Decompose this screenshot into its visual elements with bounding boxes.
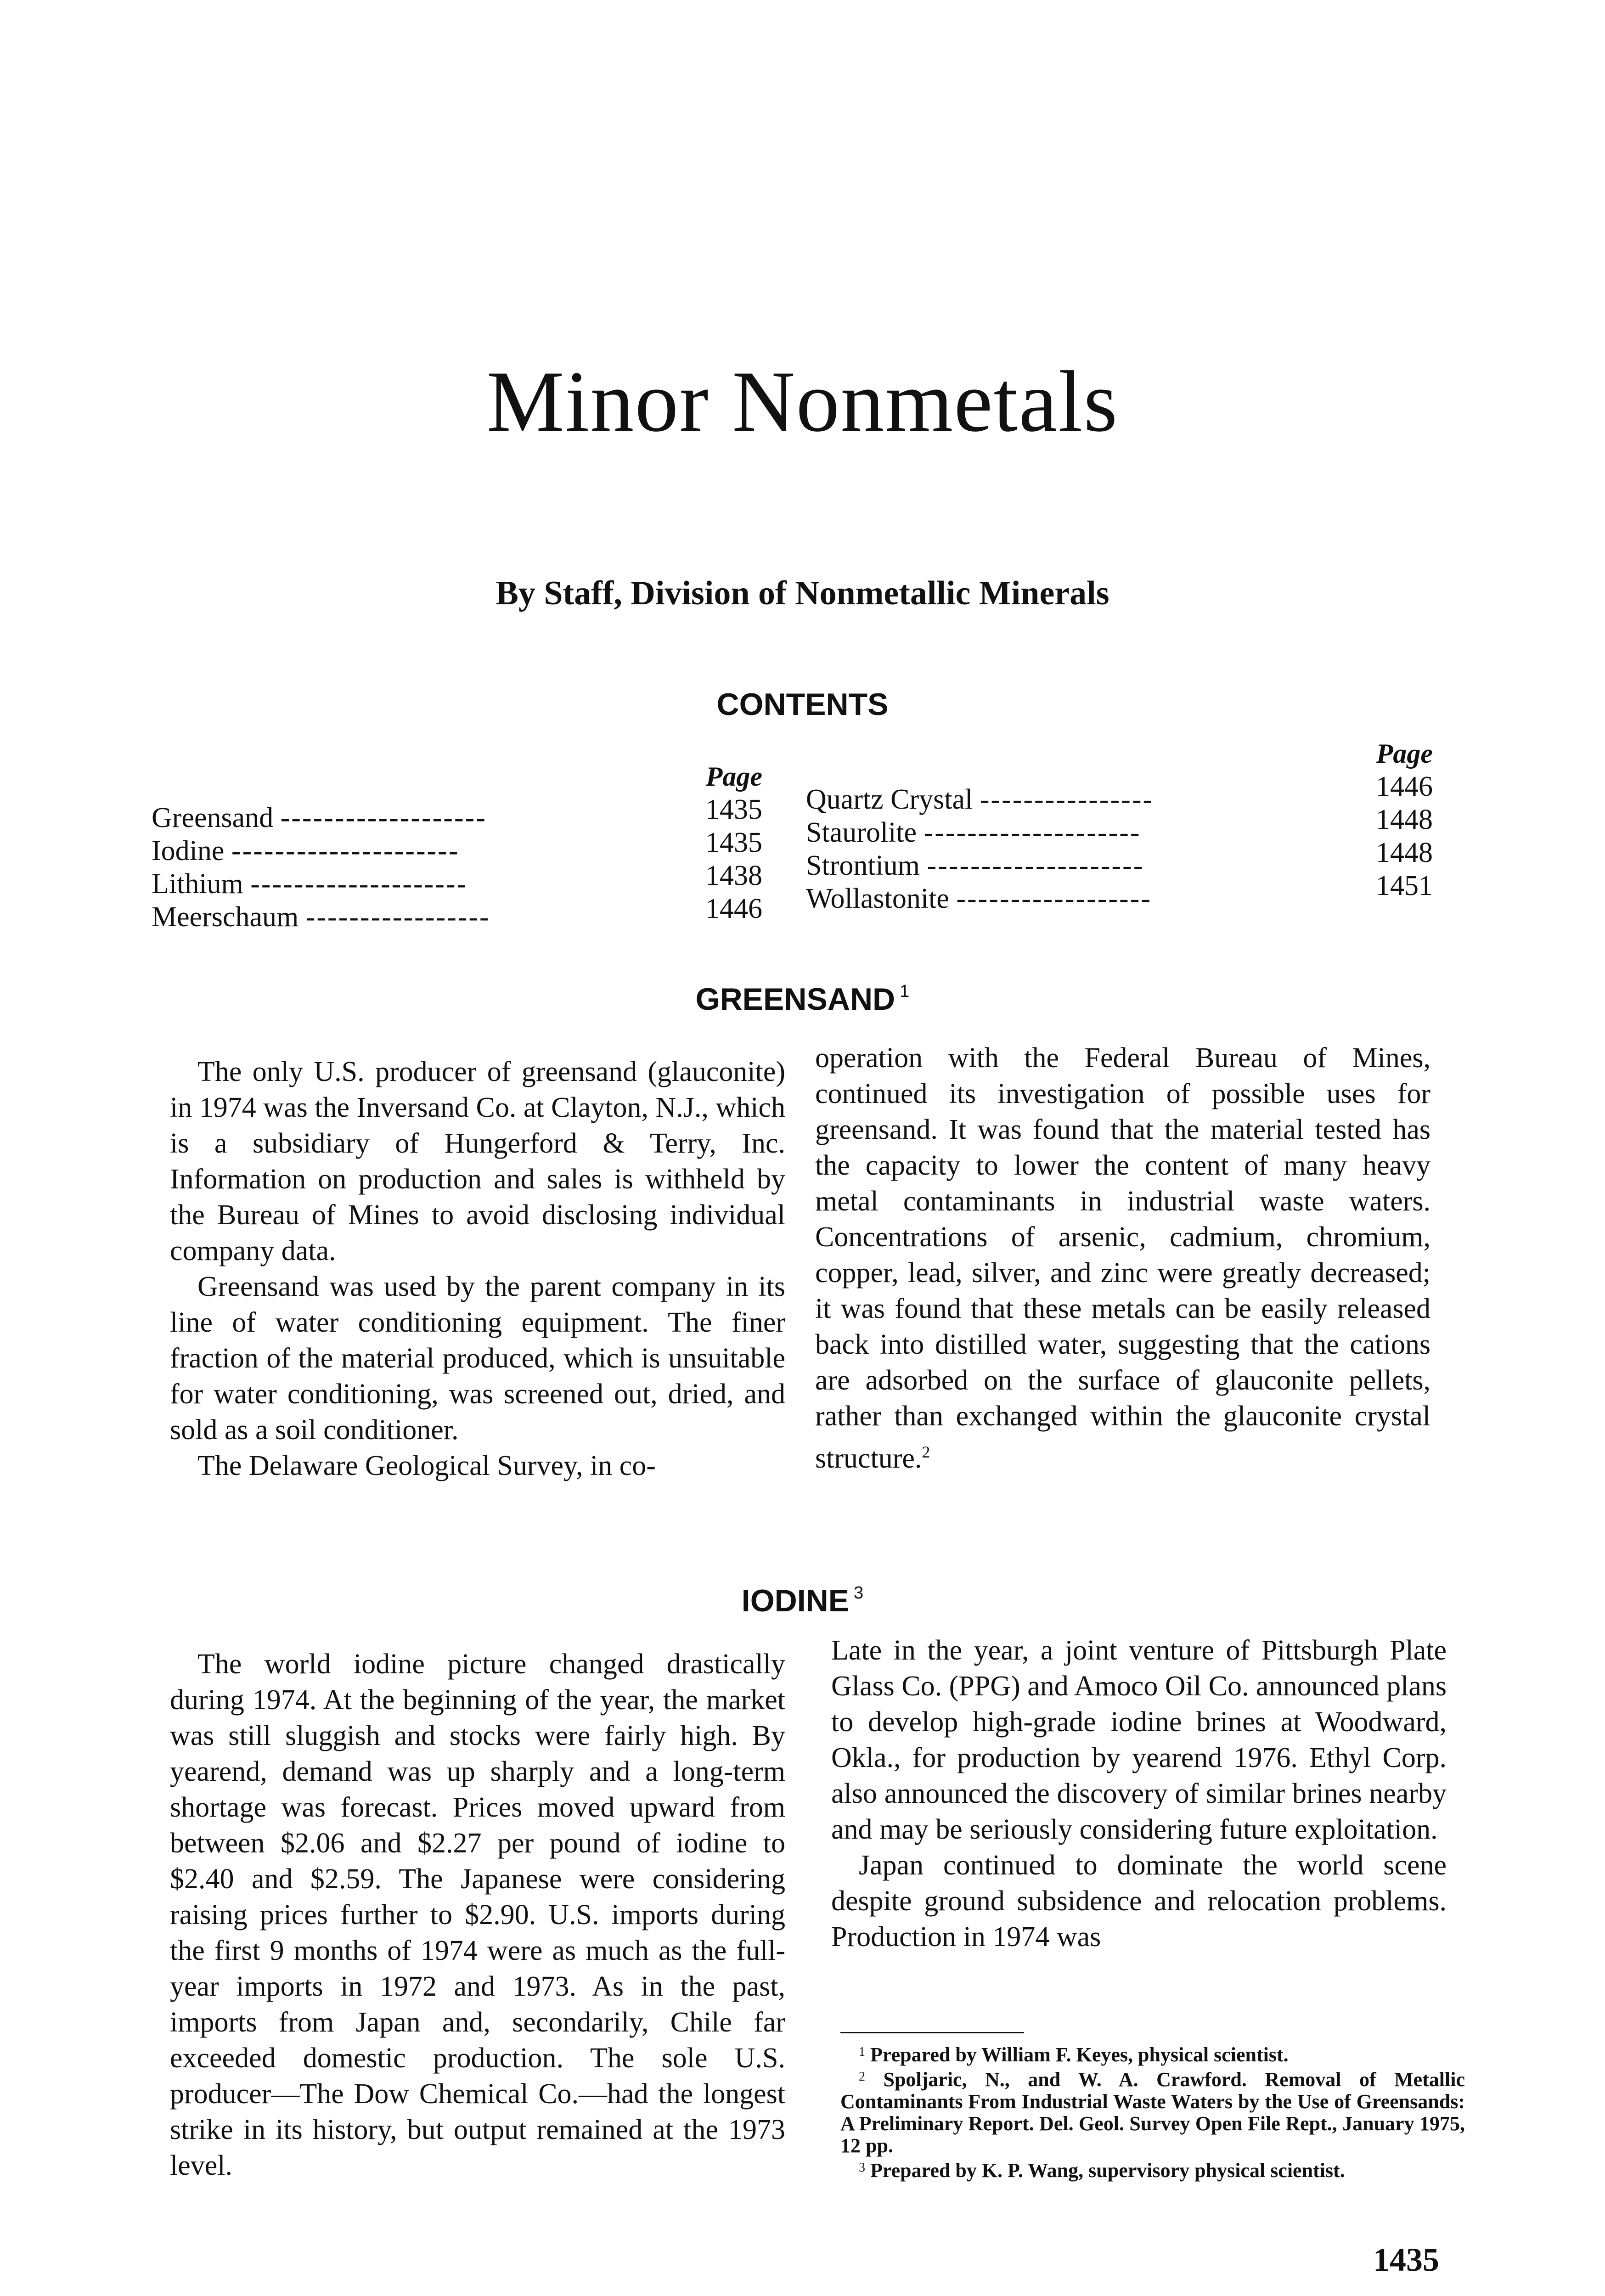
paragraph: The Delaware Geological Survey, in co- xyxy=(197,1450,656,1481)
toc-entry-lithium: Lithium -------------------- xyxy=(152,868,468,900)
paragraph: The world iodine picture changed drastically during 1974. At the beginning of the year, the market was still sluggish and stocks were fairly high. By yearend, demand was up sharply and a long-term shortage was forecast. Prices moved upward from between $2.06 and $2.27 per pound of iodine to $2.40 and $2.59. The Japanese were considering raising prices further to $2.90. U.S. imports during the first 9 months of 1974 were as much as the full-year imports in 1972 and 1973. As in the past, imports from Japan and, secondarily, Chile far exceeded domestic production. The sole U.S. producer—The Dow Chemical Co.—had the longest strike in its history, but output remained at the 1973 level. xyxy=(170,1649,785,2181)
footnote-rule xyxy=(840,2032,1024,2033)
toc-page-number: 1446 xyxy=(705,893,762,924)
footnote: $^2$ Spoljaric, N., and W. A. Crawford. Removal of Metallic Contaminants From Industrial Waste Waters by the Use of Greensands: A Preliminary Report. Del. Geol. Survey Open File Rept., January 1975, 12 pp. xyxy=(840,2068,1465,2157)
toc-left-pages xyxy=(680,760,762,925)
toc-page-number: 1435 xyxy=(705,827,762,858)
greensand-right-column xyxy=(815,1040,1430,1476)
toc-entry-wollastonite: Wollastonite ------------------ xyxy=(806,883,1152,914)
toc-page-number: 1446 xyxy=(1376,771,1433,802)
paragraph: Late in the year, a joint venture of Pittsburgh Plate Glass Co. (PPG) and Amoco Oil Co. announced plans to develop high-grade iodine brines at Woodward, Okla., for production by yearend 1976. Ethyl Corp. also announced the discovery of similar brines nearby and may be seriously considering future exploitation. xyxy=(831,1635,1447,1845)
toc-entry-quartz-crystal: Quartz Crystal ---------------- xyxy=(806,784,1154,815)
footnote-ref: 3 xyxy=(854,1583,864,1603)
toc-right-entries xyxy=(806,783,1154,915)
section-heading-iodine: IODINE $^3$ xyxy=(741,1583,864,1618)
footnote: $^3$ Prepared by K. P. Wang, supervisory physical scientist. xyxy=(859,2159,1345,2182)
iodine-left-column xyxy=(170,1646,785,2183)
iodine-right-column xyxy=(831,1632,1447,1955)
section-heading-greensand: GREENSAND $^1$ xyxy=(695,982,910,1017)
toc-right-pages xyxy=(1341,737,1433,902)
toc-page-number: 1451 xyxy=(1376,870,1433,901)
page-number: 1435 xyxy=(1373,2241,1439,2278)
paragraph: Japan continued to dominate the world scene despite ground subsidence and relocation problems. Production in 1974 was xyxy=(831,1850,1447,1953)
footnote-ref: 2 xyxy=(922,1443,930,1461)
page-column-label: Page xyxy=(705,761,762,792)
toc-entry-iodine: Iodine --------------------- xyxy=(152,835,460,867)
footnote: $^1$ Prepared by William F. Keyes, physical scientist. xyxy=(859,2043,1289,2066)
greensand-left-column xyxy=(170,1054,785,1484)
footnote-ref: 1 xyxy=(900,982,910,1001)
toc-entry-greensand: Greensand ------------------- xyxy=(152,802,487,833)
toc-left-entries xyxy=(152,801,490,934)
paragraph: Greensand was used by the parent company in its line of water conditioning equipment. The finer fraction of the material produced, which is unsuitable for water conditioning, was screened out, dried, and sold as a soil conditioner. xyxy=(170,1271,785,1446)
contents-heading: CONTENTS xyxy=(716,687,889,722)
toc-entry-meerschaum: Meerschaum ----------------- xyxy=(152,901,490,933)
toc-page-number: 1435 xyxy=(705,794,762,825)
toc-page-number: 1438 xyxy=(705,860,762,891)
toc-entry-strontium: Strontium -------------------- xyxy=(806,850,1144,881)
byline: By Staff, Division of Nonmetallic Minerals xyxy=(496,574,1109,612)
chapter-title: Minor Nonmetals xyxy=(486,354,1119,450)
toc-page-number: 1448 xyxy=(1376,837,1433,868)
paragraph: operation with the Federal Bureau of Mines, continued its investigation of possible uses for greensand. It was found that the material tested has the capacity to lower the content of many heavy metal contaminants in industrial waste waters. Concentrations of arsenic, cadmium, chromium, copper, lead, silver, and zinc were greatly decreased; it was found that these metals can be easily released back into distilled water, suggesting that the cations are adsorbed on the surface of glauconite pellets, rather than exchanged within the glauconite crystal structure.$^2$ xyxy=(815,1042,1430,1474)
toc-page-number: 1448 xyxy=(1376,804,1433,835)
footnotes xyxy=(840,2041,1465,2182)
page-column-label: Page xyxy=(1376,738,1433,769)
paragraph: The only U.S. producer of greensand (glauconite) in 1974 was the Inversand Co. at Clayton, N.J., which is a subsidiary of Hungerford & Terry, Inc. Information on production and sales is withheld by the Bureau of Mines to avoid disclosing individual company data. xyxy=(170,1056,785,1266)
toc-entry-staurolite: Staurolite -------------------- xyxy=(806,817,1141,848)
